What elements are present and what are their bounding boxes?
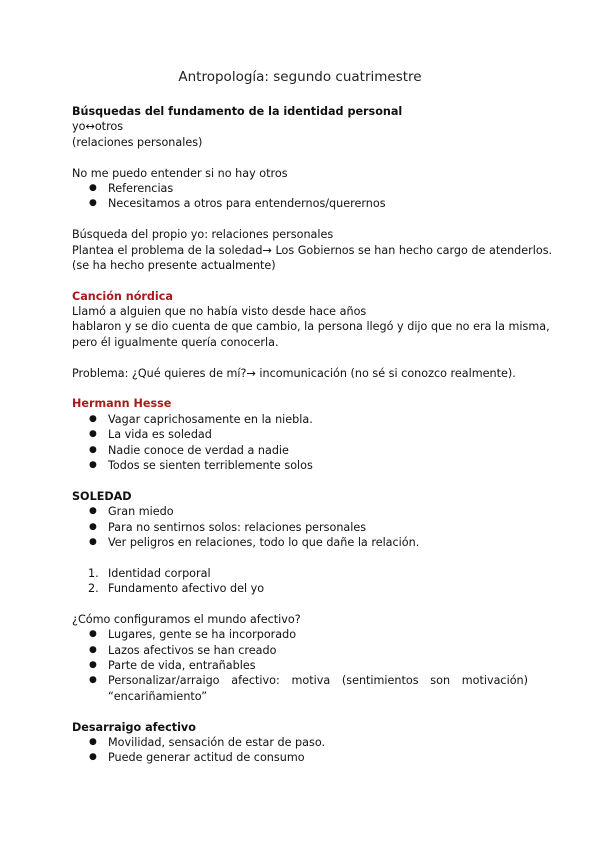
numbered-item: 1. Identidad corporal [88, 566, 211, 580]
text-line: Problema: ¿Qué quieres de mí?→ incomunicación (no sé si conozco realmente). [72, 366, 516, 380]
document-body [72, 104, 553, 766]
list-item: ● Puede generar actitud de consumo [89, 751, 305, 765]
list-item: ● Lugares, gente se ha incorporado [89, 628, 297, 642]
list-item: ● La vida es soledad [89, 428, 212, 442]
list-item: ● Parte de vida, entrañables [89, 659, 256, 673]
list-item: ● Vagar caprichosamente en la niebla. [89, 412, 313, 426]
bullet-icon: ● [89, 506, 97, 517]
list-item [72, 673, 528, 704]
list-item: ● Todos se sienten terriblemente solos [89, 458, 313, 472]
bullet-icon: ● [89, 459, 97, 470]
list-item: ● Lazos afectivos se han creado [89, 643, 277, 657]
list-item: ● Nadie conoce de verdad a nadie [89, 443, 289, 457]
text-line: Plantea el problema de la soledad→ Los Gobiernos se han hecho cargo de atenderlos. [72, 243, 553, 257]
bullet-icon: ● [89, 629, 97, 640]
text-line: (relaciones personales) [72, 135, 203, 149]
bullet-icon: ● [89, 413, 97, 424]
text-line: Búsqueda del propio yo: relaciones personales [72, 228, 334, 242]
list-item: ● Ver peligros en relaciones, todo lo que dañe la relación. [89, 535, 420, 549]
heading-cancion-nordica: Canción nórdica [72, 289, 173, 303]
list-item: ● Movilidad, sensación de estar de paso. [89, 736, 326, 750]
text-line: pero él igualmente quería conocerla. [72, 335, 279, 349]
numbered-item: 2. Fundamento afectivo del yo [88, 582, 265, 596]
heading-desarraigo: Desarraigo afectivo [72, 720, 196, 734]
list-item: ● Referencias [89, 181, 174, 195]
list-item: ● Necesitamos a otros para entendernos/querernos [89, 197, 386, 211]
text-line: ¿Cómo configuramos el mundo afectivo? [72, 612, 301, 626]
bullet-icon: ● [89, 644, 97, 655]
list-item: ● Gran miedo [89, 505, 174, 519]
text-line: yo↔otros [72, 120, 124, 134]
bullet-icon: ● [89, 444, 97, 455]
bullet-icon: ● [89, 536, 97, 547]
bullet-icon: ● [89, 737, 97, 748]
bullet-icon: ● [89, 198, 97, 209]
bullet-icon: ● [89, 182, 97, 193]
bullet-icon: ● [89, 752, 97, 763]
bullet-icon: ● [89, 429, 97, 440]
heading-hermann-hesse: Hermann Hesse [72, 397, 172, 411]
list-item: ● Para no sentirnos solos: relaciones personales [89, 520, 367, 534]
text-line: (se ha hecho presente actualmente) [72, 258, 276, 272]
heading-soledad: SOLEDAD [72, 489, 132, 503]
bullet-icon: ● [89, 675, 97, 686]
document-title: Antropología: segundo cuatrimestre [178, 69, 422, 85]
bullet-icon: ● [89, 660, 97, 671]
text-line: hablaron y se dio cuenta de que cambio, la persona llegó y dijo que no era la misma, [72, 320, 550, 334]
text-line: Llamó a alguien que no había visto desde hace años [72, 305, 367, 319]
heading-busquedas: Búsquedas del fundamento de la identidad personal [72, 105, 403, 118]
list-item-text: Personalizar/arraigo afectivo: motiva (sentimientos son motivación) [108, 674, 528, 688]
text-line: No me puedo entender si no hay otros [72, 166, 288, 180]
bullet-icon: ● [89, 521, 97, 532]
list-item-text-continued: “encariñamiento” [108, 689, 208, 703]
